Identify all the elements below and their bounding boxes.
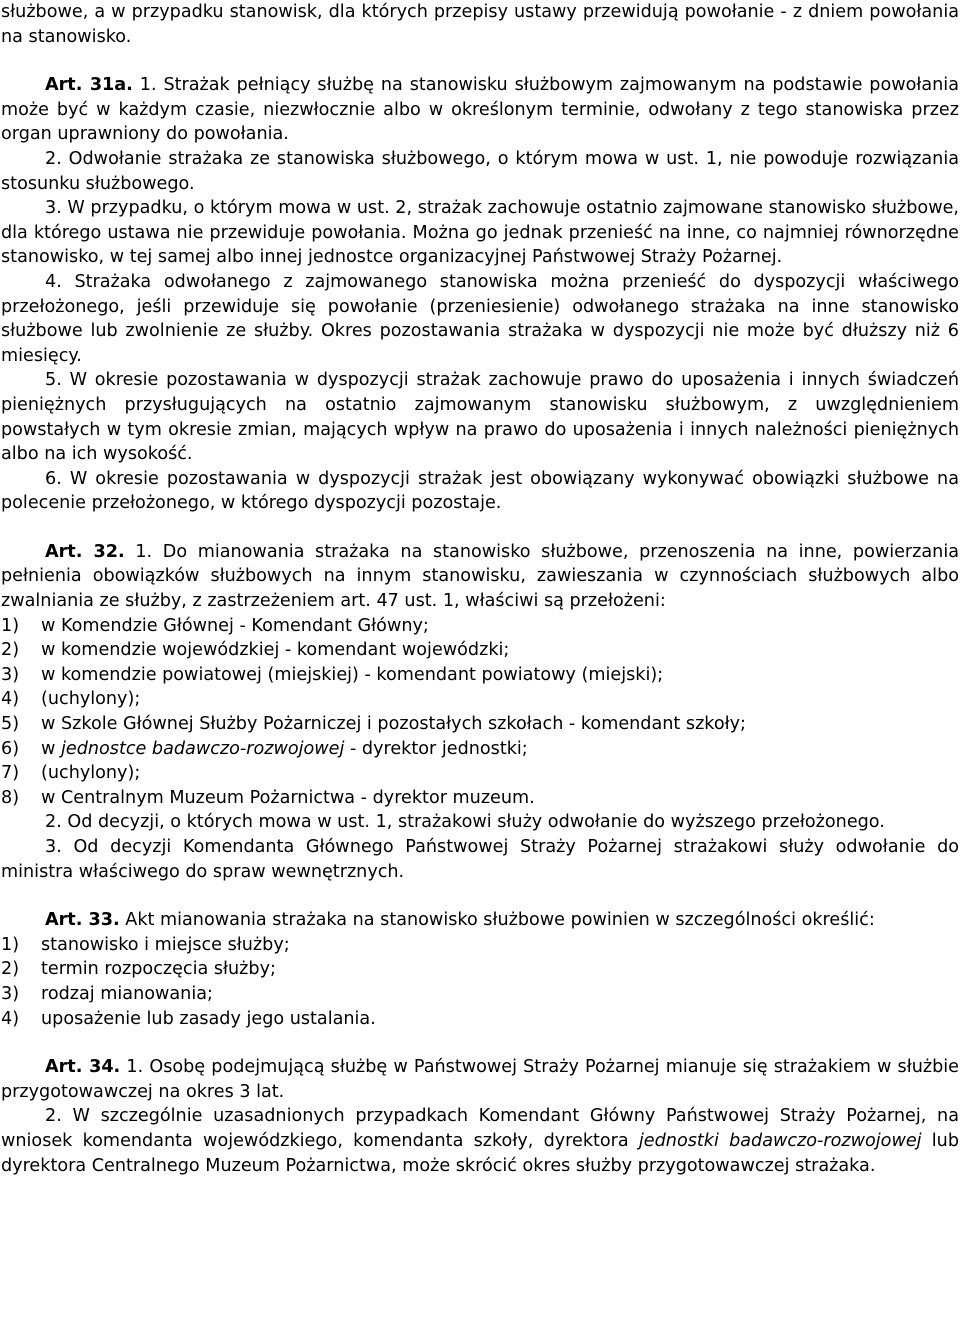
art32-paragraph-2: 2. Od decyzji, o których mowa w ust. 1, strażakowi służy odwołanie do wyższego przełożonego.	[45, 812, 885, 833]
list-item-text-italic: jednostce badawczo-rozwojowej	[60, 738, 345, 759]
intro-paragraph: służbowe, a w przypadku stanowisk, dla których przepisy ustawy przewidują powołanie - z dniem powołania na stanowisko.	[1, 2, 959, 47]
list-item	[1, 663, 959, 688]
list-item-text: w Szkole Głównej Służby Pożarniczej i pozostałych szkołach - komendant szkoły;	[41, 714, 746, 735]
list-item-text: stanowisko i miejsce służby;	[41, 934, 290, 955]
section-gap	[1, 884, 959, 908]
section-gap	[1, 49, 959, 73]
list-item-text-post: - dyrektor jednostki;	[344, 738, 528, 759]
list-item-text: termin rozpoczęcia służby;	[41, 959, 276, 980]
list-item	[1, 761, 959, 786]
list-item-number: 6)	[1, 738, 20, 759]
list-item-text: rodzaj mianowania;	[41, 983, 213, 1004]
art34-paragraph-2	[1, 1104, 959, 1178]
art32-label: Art. 32.	[45, 541, 125, 562]
list-item-number: 2)	[1, 959, 20, 980]
art31a-paragraph-6: 6. W okresie pozostawania w dyspozycji strażak jest obowiązany wykonywać obowiązki służbowe na polecenie przełożonego, w którego dyspozycji pozostaje.	[1, 468, 959, 514]
list-item-number: 4)	[1, 1008, 20, 1029]
list-item	[1, 933, 959, 958]
art33-label: Art. 33.	[45, 910, 120, 931]
section-gap	[1, 1031, 959, 1055]
art31a-paragraph-5: 5. W okresie pozostawania w dyspozycji strażak zachowuje prawo do uposażenia i innych świadczeń pieniężnych przysługujących na ostatnio zajmowanym stanowisku służbowym, z uwzględnieniem powstałych w tym okresie zmian, mających wpływ na prawo do uposażenia i innych należności pieniężnych albo na ich wysokość.	[1, 370, 959, 465]
art32-list	[1, 614, 959, 811]
list-item-number: 4)	[1, 689, 20, 710]
list-item-text-pre: w	[41, 738, 61, 759]
list-item	[1, 737, 959, 762]
art33-list	[1, 933, 959, 1031]
art31a-paragraph-1	[1, 73, 959, 147]
list-item-number: 1)	[1, 934, 20, 955]
list-item-text: (uchylony);	[41, 763, 141, 784]
art31a-paragraph-2: 2. Odwołanie strażaka ze stanowiska służbowego, o którym mowa w ust. 1, nie powoduje rozwiązania stosunku służbowego.	[1, 148, 959, 194]
list-item-text	[41, 737, 959, 762]
list-item-text: w komendzie wojewódzkiej - komendant wojewódzki;	[41, 640, 510, 661]
list-item	[1, 982, 959, 1007]
art31a-label: Art. 31a.	[45, 75, 133, 96]
art34-text-1: 1. Osobę podejmującą służbę w Państwowej Straży Pożarnej mianuje się strażakiem w służbie przygotowawczej na okres 3 lat.	[1, 1057, 959, 1102]
list-item-text: w komendzie powiatowej (miejskiej) - komendant powiatowy (miejski);	[41, 664, 664, 685]
art33-paragraph-1	[1, 908, 959, 933]
list-item	[1, 786, 959, 811]
art34-paragraph-1	[1, 1055, 959, 1104]
art34-text-2-italic: jednostki badawczo-rozwojowej	[638, 1130, 922, 1151]
list-item-number: 8)	[1, 787, 20, 808]
art34-text-2-pre: 2. W szczególnie uzasadnionych przypadkach Komendant Główny Państwowej Straży Pożarnej, na wniosek komendanta wojewódzkiego, komendanta szkoły, dyrektora	[1, 1106, 959, 1151]
list-item-number: 3)	[1, 664, 20, 685]
list-item-text: w Centralnym Muzeum Pożarnictwa - dyrektor muzeum.	[41, 787, 535, 808]
art32-paragraph-1	[1, 540, 959, 614]
list-item-number: 2)	[1, 640, 20, 661]
list-item-number: 3)	[1, 983, 20, 1004]
art31a-paragraph-3: 3. W przypadku, o którym mowa w ust. 2, strażak zachowuje ostatnio zajmowane stanowisko służbowe, dla którego ustawa nie przewiduje powołania. Można go jednak przenieść na inne, co najmniej równorzędne stanowisko, w tej samej albo innej jednostce organizacyjnej Państwowej Straży Pożarnej.	[1, 198, 959, 268]
list-item-text: (uchylony);	[41, 689, 141, 710]
list-item	[1, 712, 959, 737]
art34-label: Art. 34.	[45, 1057, 121, 1078]
list-item	[1, 638, 959, 663]
list-item	[1, 614, 959, 639]
art32-paragraph-3: 3. Od decyzji Komendanta Głównego Państwowej Straży Pożarnej strażakowi służy odwołanie do ministra właściwego do spraw wewnętrznych.	[1, 837, 959, 882]
section-gap	[1, 516, 959, 540]
list-item-text: uposażenie lub zasady jego ustalania.	[41, 1008, 376, 1029]
list-item	[1, 957, 959, 982]
art33-text-1: Akt mianowania strażaka na stanowisko służbowe powinien w szczególności określić:	[125, 910, 875, 931]
list-item	[1, 687, 959, 712]
art31a-paragraph-4: 4. Strażaka odwołanego z zajmowanego stanowiska można przenieść do dyspozycji właściwego przełożonego, jeśli przewiduje się powołanie (przeniesienie) odwołanego strażaka na inne stanowisko służbowe lub zwolnienie ze służby. Okres pozostawania strażaka w dyspozycji nie może być dłuższy niż 6 miesięcy.	[1, 271, 959, 366]
list-item	[1, 1007, 959, 1032]
list-item-number: 1)	[1, 615, 20, 636]
art31a-text-1: 1. Strażak pełniący służbę na stanowisku służbowym zajmowanym na podstawie powołania może być w każdym czasie, niezwłocznie albo w określonym terminie, odwołany z tego stanowiska przez organ uprawniony do powołania.	[1, 75, 959, 145]
list-item-number: 7)	[1, 763, 20, 784]
art32-text-1: 1. Do mianowania strażaka na stanowisko służbowe, przenoszenia na inne, powierzania pełnienia obowiązków służbowych na innym stanowisku, zawieszania w czynnościach służbowych albo zwalniania ze służby, z zastrzeżeniem art. 47 ust. 1, właściwi są przełożeni:	[1, 541, 960, 612]
list-item-text: w Komendzie Głównej - Komendant Główny;	[41, 615, 429, 636]
list-item-number: 5)	[1, 714, 20, 735]
art34-text-2-post: lub dyrektora Centralnego Muzeum Pożarnictwa, może skrócić okres służby przygotowawczej strażaka.	[1, 1130, 959, 1176]
